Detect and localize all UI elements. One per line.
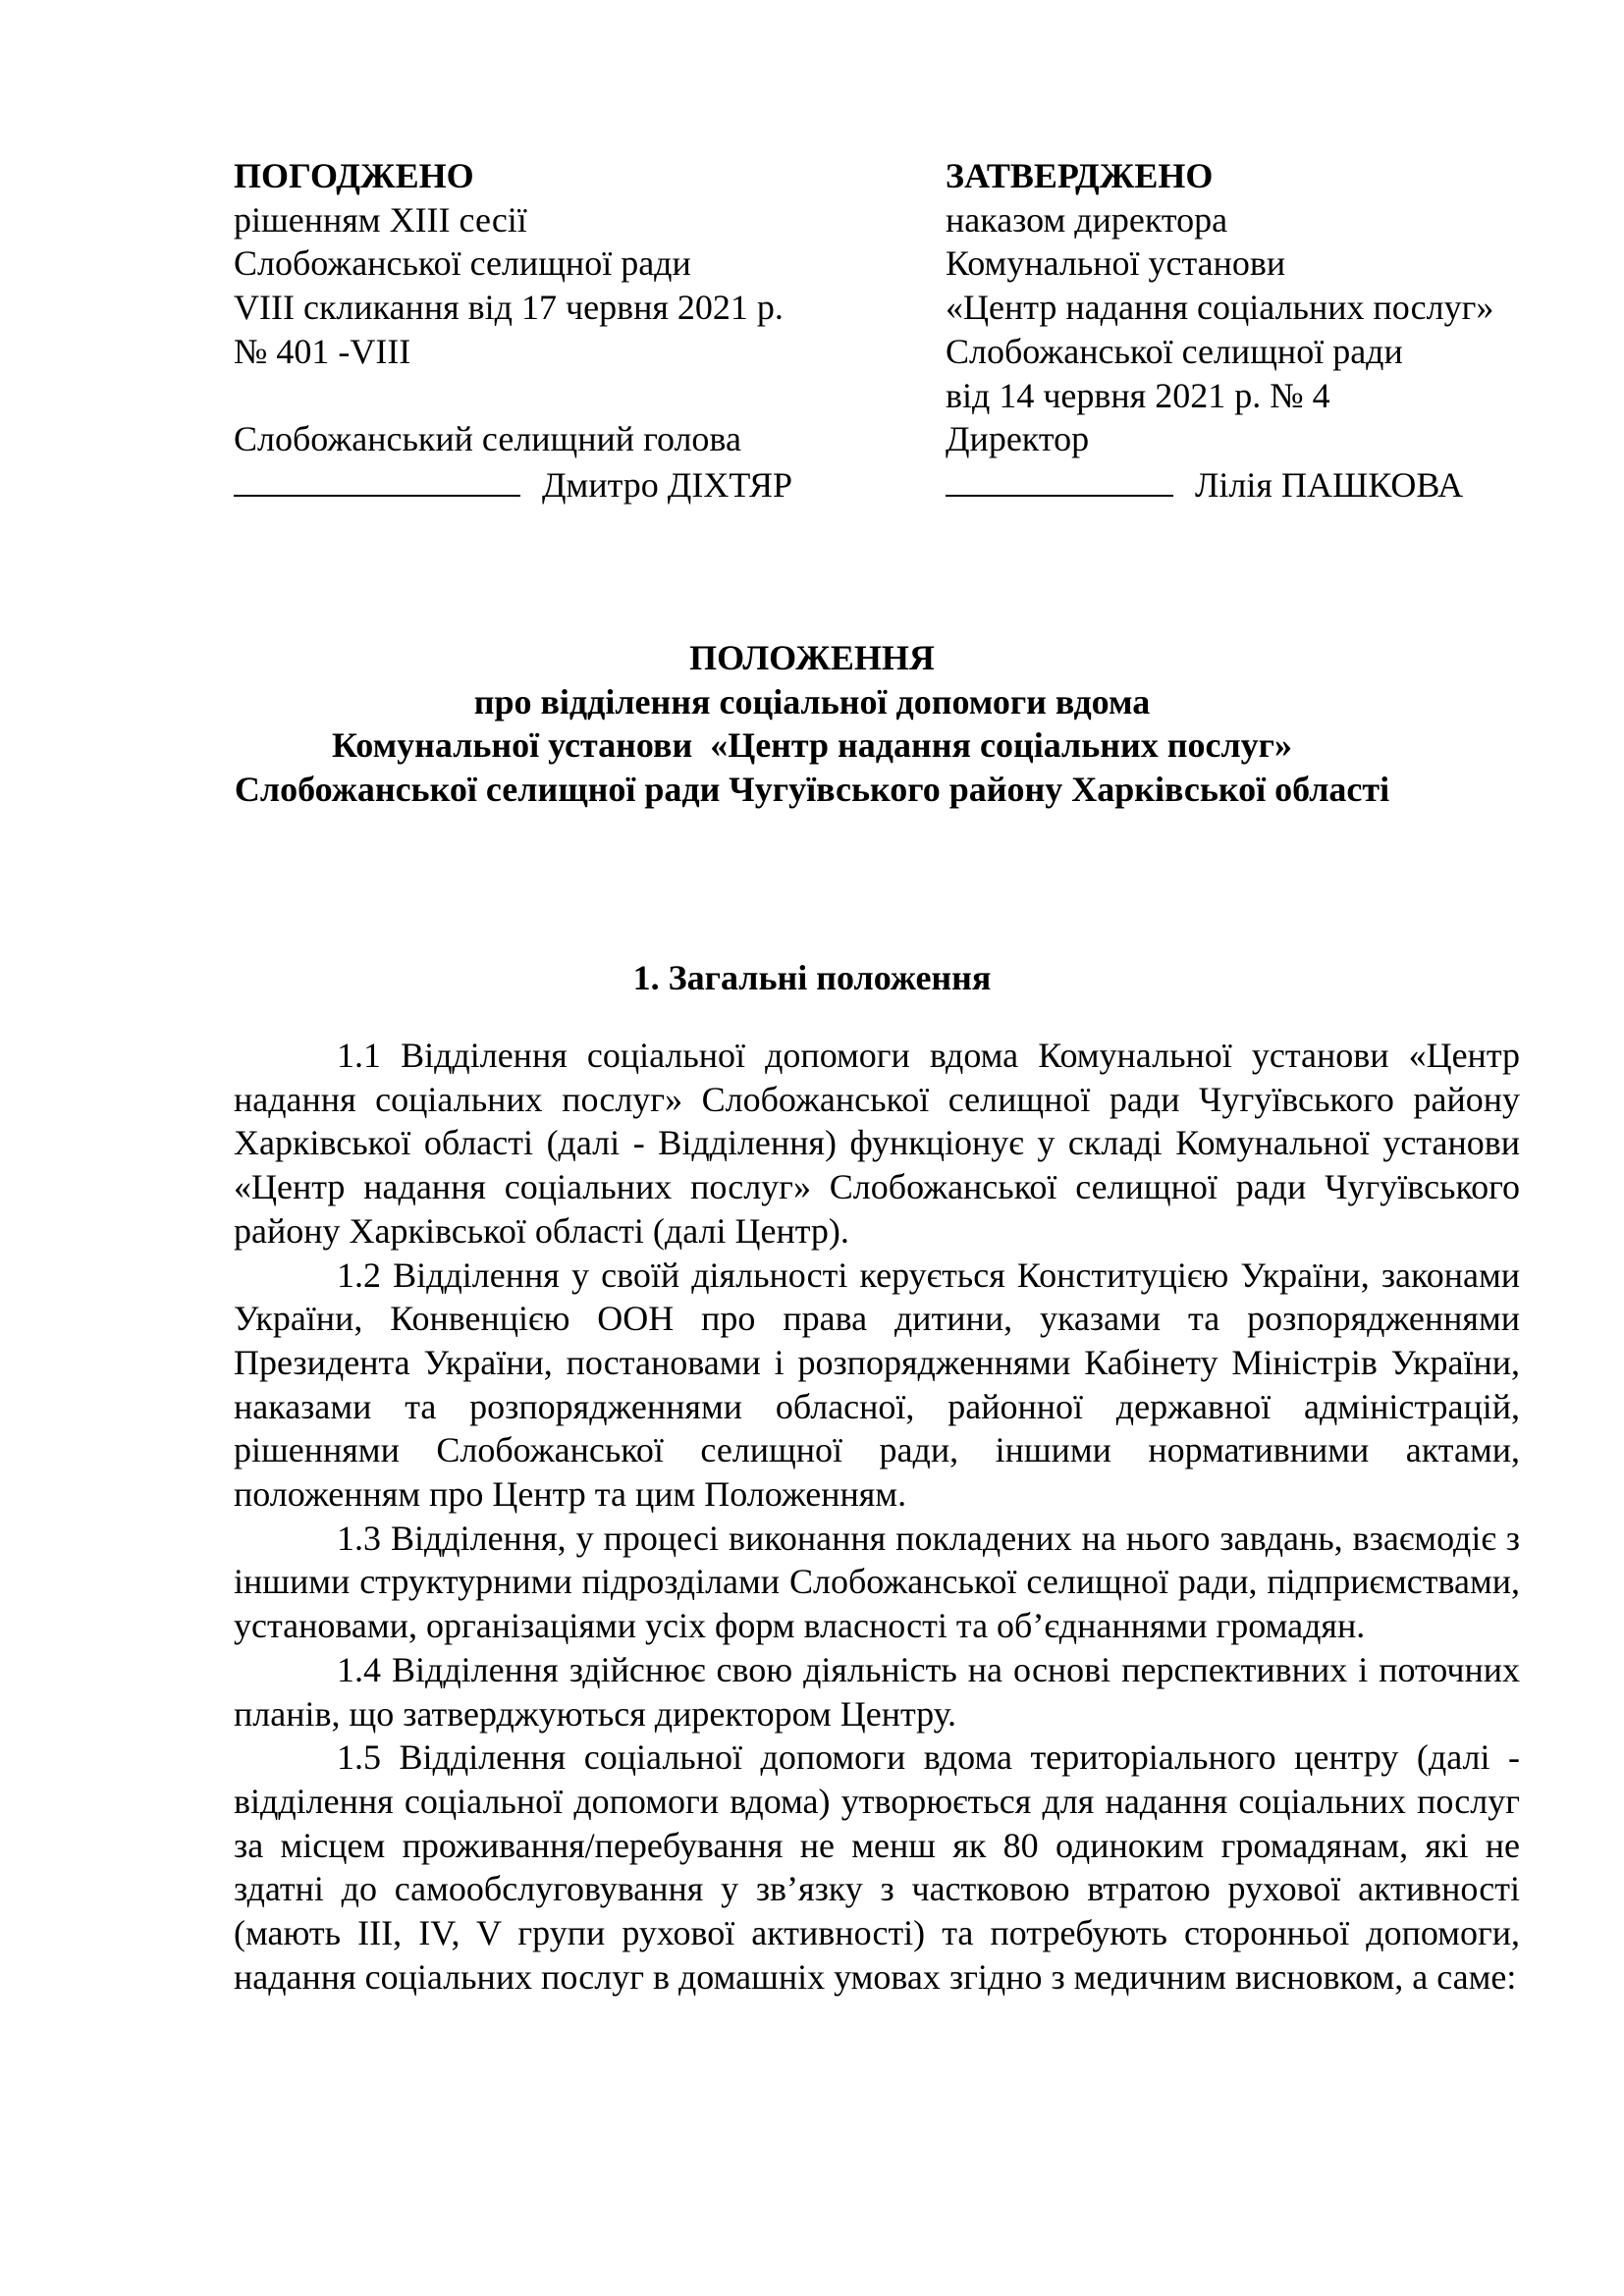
- approval-line: № 401 -VIII: [234, 331, 411, 371]
- section-body: [234, 1034, 1520, 1999]
- signer-name: Лілія ПАШКОВА: [1195, 464, 1464, 505]
- signer-title: Директор: [946, 419, 1090, 459]
- paragraph: 1.4 Відділення здійснює свою діяльність на основі перспективних і поточних планів, що затверджуються директором Центру.: [234, 1649, 1520, 1734]
- title-line: про відділення соціальної допомоги вдома: [473, 681, 1151, 721]
- approval-heading-approved: ЗАТВЕРДЖЕНО: [946, 156, 1214, 195]
- signature-line: [946, 461, 1574, 507]
- signature-blank: [946, 461, 1173, 497]
- signature-line: [234, 461, 862, 507]
- approval-heading-agreed: ПОГОДЖЕНО: [234, 156, 474, 195]
- approval-line: наказом директора: [946, 199, 1228, 240]
- approval-line: «Центр надання соціальних послуг»: [946, 288, 1494, 328]
- approval-line: Слобожанської селищної ради: [946, 331, 1403, 371]
- section-heading: 1. Загальні положення: [632, 958, 992, 997]
- approval-line: Слобожанської селищної ради: [234, 243, 691, 284]
- approval-line: VIII скликання від 17 червня 2021 р.: [234, 288, 784, 328]
- title-line: ПОЛОЖЕННЯ: [689, 638, 935, 677]
- signature-blank: [234, 461, 520, 497]
- title-line: Слобожанської селищної ради Чугуївського району Харківської області: [234, 770, 1390, 810]
- approval-line: Комунальної установи: [946, 243, 1286, 284]
- approval-block-agreed: [234, 154, 862, 507]
- paragraph: 1.3 Відділення, у процесі виконання покладених на нього завдань, взаємодіє з іншими структурними підрозділами Слобожанської селищної ради, підприємствами, установами, організаціями усіх форм власності та об’єднаннями громадян.: [234, 1518, 1520, 1646]
- paragraph: 1.5 Відділення соціальної допомоги вдома територіального центру (далі - відділення соціальної допомоги вдома) утворюється для надання соціальних послуг за місцем проживання/перебування не менш як 80 одиноким громадянам, які не здатні до самообслуговування у зв’язку з частковою втратою рухової активності (мають III, IV, V групи рухової активності) та потребують сторонньої допомоги, надання соціальних послуг в домашніх умовах згідно з медичним висновком, а саме:: [234, 1737, 1520, 1997]
- approval-block-approved: [946, 154, 1574, 507]
- document-title: [0, 636, 1624, 812]
- approval-line: рішенням XIII сесії: [234, 199, 527, 240]
- title-line: Комунальної установи «Центр надання соціальних послуг»: [331, 725, 1292, 766]
- approval-line: від 14 червня 2021 р. № 4: [946, 375, 1330, 415]
- paragraph: 1.1 Відділення соціальної допомоги вдома Комунальної установи «Центр надання соціальних послуг» Слобожанської селищної ради Чугуївського району Харківської області (далі - Відділення) функціонує у складі Комунальної установи «Центр надання соціальних послуг» Слобожанської селищної ради Чугуївського району Харківської області (далі Центр).: [234, 1036, 1520, 1251]
- paragraph: 1.2 Відділення у своїй діяльності керується Конституцією України, законами України, Конвенцією ООН про права дитини, указами та розпорядженнями Президента України, постановами і розпорядженнями Кабінету Міністрів України, наказами та розпорядженнями обласної, районної державної адміністрацій, рішеннями Слобожанської селищної ради, іншими нормативними актами, положенням про Центр та цим Положенням.: [234, 1255, 1520, 1515]
- signer-name: Дмитро ДІХТЯР: [542, 464, 792, 505]
- spacer: [234, 374, 862, 418]
- signer-title: Слобожанський селищний голова: [234, 419, 741, 459]
